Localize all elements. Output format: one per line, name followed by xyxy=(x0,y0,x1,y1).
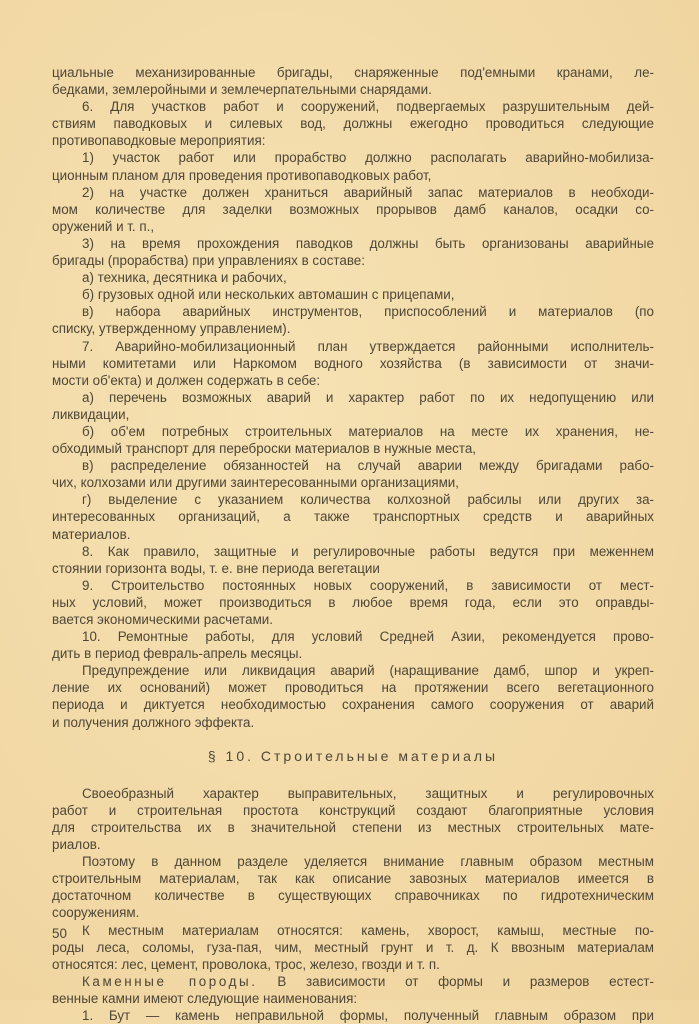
paragraph-line: 1) участок работ или прорабство должно располагать аварийно-мобилиза- xyxy=(82,150,654,166)
paragraph-line: 7. Аварийно-мобилизационный план утверждается районными исполнитель- xyxy=(82,338,654,354)
paragraph-line: материалов. xyxy=(52,526,131,542)
paragraph-line: роды леса, соломы, гуза-пая, чим, местный грунт и т. д. К ввозным материалам xyxy=(52,939,654,955)
paragraph-line: а) техника, десятника и рабочих, xyxy=(82,270,287,286)
paragraph-line: риалов. xyxy=(52,837,101,853)
paragraph-line: циальные механизированные бригады, снаряженные под'емными кранами, ле- xyxy=(52,65,654,80)
paragraph-line: 9. Строительство постоянных новых сооружений, в зависимости от мест- xyxy=(82,577,654,593)
paragraph-line: б) грузовых одной или нескольких автомашин с прицепами, xyxy=(82,287,455,303)
paragraph-line: Предупреждение или ликвидация аварий (наращивание дамб, шпор и укреп- xyxy=(82,663,654,679)
paragraph-line: ствиям паводковых и силевых вод, должны ежегодно проводиться следующие xyxy=(52,116,654,132)
paragraph-line: достаточном количестве в существующих справочниках по гидротехническим xyxy=(52,888,654,904)
paragraph-line: для строительства их в значительной степени из местных строительных мате- xyxy=(52,819,654,835)
paragraph-line: венные камни имеют следующие наименования: xyxy=(52,990,358,1006)
paragraph-line: списку, утвержденному управлением). xyxy=(52,321,291,337)
paragraph-line: Каменные породы. В зависимости от формы и размеров естест- xyxy=(82,973,654,989)
paragraph-line: оружений и т. п., xyxy=(52,218,155,234)
paragraph-line: противопаводковые мероприятия: xyxy=(52,133,266,149)
page-number: 50 xyxy=(52,926,67,941)
paragraph-line: относятся: лес, цемент, проволока, трос, железо, гвозди и т. п. xyxy=(52,956,440,972)
paragraph-line: ликвидации, xyxy=(52,406,130,422)
paragraph-line: строительным материалам, так как описание завозных материалов имеется в xyxy=(52,871,654,887)
paragraph-line: чих, колхозами или другими заинтересованными организациями, xyxy=(52,475,459,491)
paragraph-line: вается экономическими расчетами. xyxy=(52,612,273,627)
paragraph-line: дить в период февраль-апрель месяцы. xyxy=(52,646,303,662)
stone-types-subheading: Каменные породы. xyxy=(82,973,258,989)
paragraph-line: 2) на участке должен храниться аварийный запас материалов в необходи- xyxy=(82,184,654,200)
paragraph-line: работ и строительная простота конструкций создают благоприятные условия xyxy=(52,802,654,818)
paragraph-line: бедками, землеройными и землечерпательными снарядами. xyxy=(52,82,432,98)
paragraph-line: 8. Как правило, защитные и регулировочные работы ведутся при меженнем xyxy=(82,543,654,559)
paragraph-line: К местным материалам относятся: камень, хворост, камыш, местные по- xyxy=(82,922,654,938)
paragraph-line: 1. Бут — камень неправильной формы, полученный главным образом при xyxy=(82,1007,654,1023)
paragraph-line: ление их оснований) может проводиться на протяжении всего вегетационного xyxy=(52,680,654,696)
paragraph-line: 10. Ремонтные работы, для условий Средней Азии, рекомендуется прово- xyxy=(82,629,654,645)
body-text-before-heading xyxy=(52,64,654,731)
paragraph-line: периода и диктуется необходимостью сохранения самого сооружения от аварий xyxy=(52,697,654,713)
paragraph-line: б) об'ем потребных строительных материалов на месте их хранения, не- xyxy=(82,423,654,439)
paragraph-line: а) перечень возможных аварий и характер работ по их недопущению или xyxy=(82,389,654,405)
paragraph-line: ционным планом для проведения противопаводковых работ, xyxy=(52,167,432,183)
paragraph-line: в) набора аварийных инструментов, приспособлений и материалов (по xyxy=(82,304,654,320)
paragraph-line: 3) на время прохождения паводков должны быть организованы аварийные xyxy=(82,235,654,251)
paragraph-line: Поэтому в данном разделе уделяется внимание главным образом местным xyxy=(82,854,654,870)
paragraph-line: и получения должного эффекта. xyxy=(52,714,255,730)
paragraph-line: обходимый транспорт для переброски материалов в нужные места, xyxy=(52,441,477,457)
paragraph-line: ных условий, может производиться в любое время года, если это оправды- xyxy=(52,594,654,610)
paragraph-line: в) распределение обязанностей на случай аварии между бригадами рабо- xyxy=(82,458,654,474)
section-heading: § 10. Строительные материалы xyxy=(207,747,499,764)
paragraph-line: интересованных организаций, а также транспортных средств и аварийных xyxy=(52,509,654,525)
paragraph-line: Своеобразный характер выправительных, защитных и регулировочных xyxy=(82,785,654,801)
paragraph-line: ными комитетами или Наркомом водного хозяйства (в зависимости от значи- xyxy=(52,355,654,371)
body-text-after-heading xyxy=(52,785,654,973)
paragraph-line: сооружениям. xyxy=(52,905,140,921)
paragraph-line: мости об'екта) и должен содержать в себе: xyxy=(52,372,321,388)
paragraph-line: мом количестве для заделки возможных прорывов дамб каналов, осадки со- xyxy=(52,201,654,217)
document-page xyxy=(52,64,654,1024)
paragraph-line: бригады (прорабства) при управлениях в составе: xyxy=(52,253,365,269)
paragraph-line: стоянии горизонта воды, т. е. вне периода вегетации xyxy=(52,560,380,576)
paragraph-line: г) выделение с указанием количества колхозной рабсилы или других за- xyxy=(82,492,654,508)
paragraph-line: 6. Для участков работ и сооружений, подвергаемых разрушительным дей- xyxy=(82,99,654,115)
